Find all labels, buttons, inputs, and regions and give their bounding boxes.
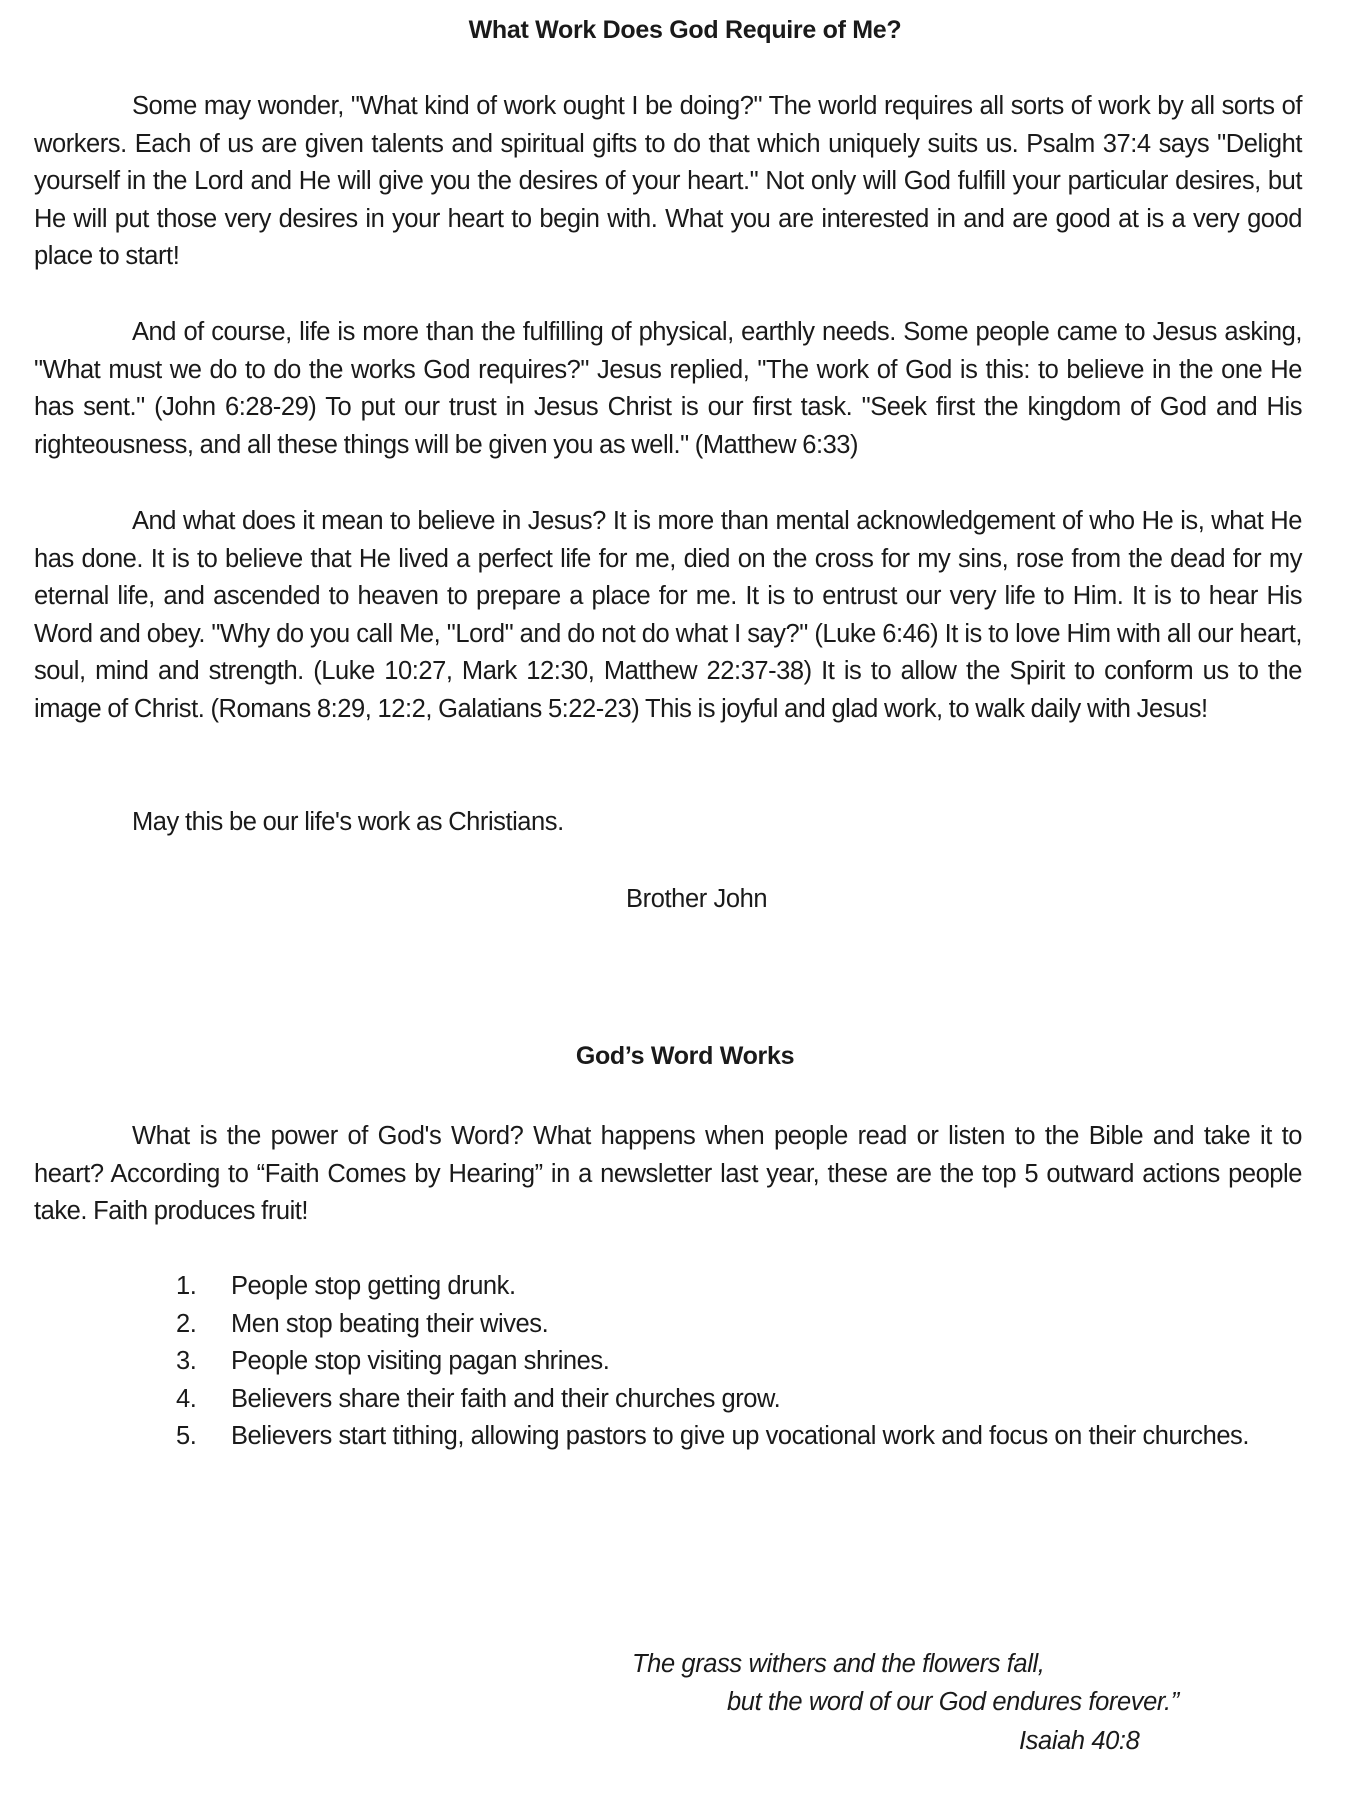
list-text: Believers share their faith and their churches grow. <box>231 1384 781 1413</box>
verse-line: The grass withers and the flowers fall, <box>632 1650 1045 1678</box>
list-item <box>176 1418 1306 1456</box>
article-title: What Work Does God Require of Me? <box>468 16 902 44</box>
verse-reference: Isaiah 40:8 <box>1019 1727 1140 1755</box>
list-text: People stop getting drunk. <box>231 1272 516 1300</box>
list-item <box>176 1381 1306 1419</box>
list-text: People stop visiting pagan shrines. <box>231 1347 610 1375</box>
list-item <box>176 1306 1306 1344</box>
section-title: God’s Word Works <box>575 1042 795 1070</box>
verse-line: but the word of our God endures forever.” <box>727 1688 1179 1716</box>
numbered-list <box>176 1268 1306 1456</box>
list-number: 3. <box>176 1347 197 1375</box>
article-paragraph: May this be our life's work as Christians. <box>132 808 564 836</box>
list-item <box>176 1268 1306 1306</box>
list-number: 4. <box>176 1384 197 1413</box>
list-number: 2. <box>176 1309 197 1338</box>
signature: Brother John <box>626 885 768 913</box>
article-paragraph: And of course, life is more than the fulfilling of physical, earthly needs. Some people came to Jesus asking, "What must we do to do the works God requires?" Jesus replied, "The work of God is this: to believe in the one He has sent." (John 6:28-29) To put our trust in Jesus Christ is our first task. "Seek first the kingdom of God and His righteousness, and all these things will be given you as well." (Matthew 6:33) <box>34 318 1302 459</box>
section-intro: What is the power of God's Word? What happens when people read or listen to the Bible and take it to heart? According to “Faith Comes by Hearing” in a newsletter last year, these are the top 5 outward actions people take. Faith produces fruit! <box>34 1122 1302 1225</box>
list-text: Men stop beating their wives. <box>231 1309 549 1338</box>
article-paragraph: Some may wonder, "What kind of work ought I be doing?" The world requires all sorts of work by all sorts of workers. Each of us are given talents and spiritual gifts to do that which uniquely suits us. Psalm 37:4 says "Delight yourself in the Lord and He will give you the desires of your heart." Not only will God fulfill your particular desires, but He will put those very desires in your heart to begin with. What you are interested in and are good at is a very good place to start! <box>34 92 1302 270</box>
list-number: 5. <box>176 1422 197 1450</box>
article-paragraph: And what does it mean to believe in Jesus? It is more than mental acknowledgement of who He is, what He has done. It is to believe that He lived a perfect life for me, died on the cross for my sins, rose from the dead for my eternal life, and ascended to heaven to prepare a place for me. It is to entrust our very life to Him. It is to hear His Word and obey. "Why do you call Me, "Lord" and do not do what I say?" (Luke 6:46) It is to love Him with all our heart, soul, mind and strength. (Luke 10:27, Mark 12:30, Matthew 22:37-38) It is to allow the Spirit to conform us to the image of Christ. (Romans 8:29, 12:2, Galatians 5:22-23) This is joyful and glad work, to walk daily with Jesus! <box>34 507 1302 723</box>
list-item <box>176 1343 1306 1381</box>
list-text: Believers start tithing, allowing pastors to give up vocational work and focus on their churches. <box>231 1422 1249 1450</box>
list-number: 1. <box>176 1272 197 1300</box>
